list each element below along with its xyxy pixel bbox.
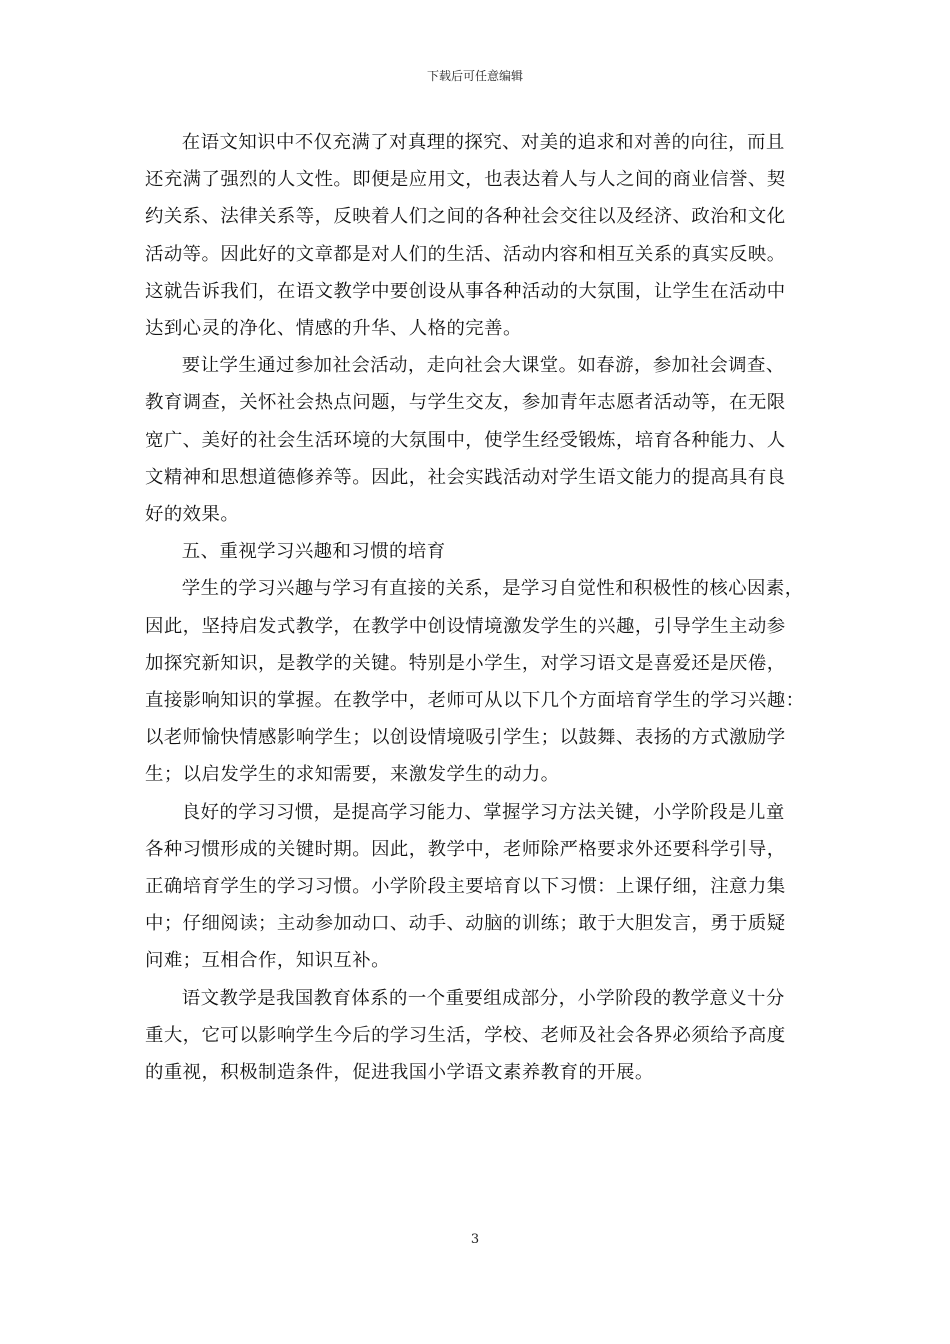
text-line: 还充满了强烈的人文性。即便是应用文，也表达着人与人之间的商业信誉、契 [145, 169, 786, 191]
paragraph-4 [145, 794, 810, 980]
text-line: 语文教学是我国教育体系的一个重要组成部分，小学阶段的教学意义十分 [181, 987, 785, 1009]
paragraph-5 [145, 980, 810, 1092]
section-heading-text: 五、重视学习兴趣和习惯的培育 [181, 541, 446, 563]
text-line: 各种习惯形成的关键时期。因此，教学中，老师除严格要求外还要科学引导， [145, 838, 786, 860]
document-body [145, 124, 810, 1091]
paragraph-3 [145, 570, 810, 793]
page-header: 下载后可任意编辑 [426, 69, 523, 83]
text-line: 良好的学习习惯，是提高学习能力、掌握学习方法关键，小学阶段是儿童 [181, 801, 785, 823]
text-line: 生；以启发学生的求知需要，来激发学生的动力。 [145, 764, 560, 786]
section-heading [145, 533, 810, 570]
text-line: 要让学生通过参加社会活动，走向社会大课堂。如春游，参加社会调查、 [181, 355, 785, 377]
text-line: 约关系、法律关系等，反映着人们之间的各种社会交往以及经济、政治和文化 [145, 206, 786, 228]
text-line: 以老师愉快情感影响学生；以创设情境吸引学生；以鼓舞、表扬的方式激励学 [145, 727, 786, 749]
text-line: 直接影响知识的掌握。在教学中，老师可从以下几个方面培育学生的学习兴趣： [145, 690, 805, 712]
paragraph-2 [145, 347, 810, 533]
text-line: 活动等。因此好的文章都是对人们的生活、活动内容和相互关系的真实反映。 [145, 243, 786, 265]
text-line: 教育调查，关怀社会热点问题，与学生交友，参加青年志愿者活动等，在无限 [145, 392, 786, 414]
text-line: 学生的学习兴趣与学习有直接的关系，是学习自觉性和积极性的核心因素， [181, 578, 804, 600]
text-line: 宽广、美好的社会生活环境的大氛围中，使学生经受锻炼，培育各种能力、人 [145, 429, 786, 451]
text-line: 加探究新知识，是教学的关键。特别是小学生，对学习语文是喜爱还是厌倦， [145, 652, 786, 674]
text-line: 这就告诉我们，在语文教学中要创设从事各种活动的大氛围，让学生在活动中 [145, 280, 786, 302]
text-line: 达到心灵的净化、情感的升华、人格的完善。 [145, 318, 522, 340]
text-line: 问难；互相合作，知识互补。 [145, 950, 390, 972]
text-line: 文精神和思想道德修养等。因此，社会实践活动对学生语文能力的提高具有良 [145, 466, 786, 488]
text-line: 中；仔细阅读；主动参加动口、动手、动脑的训练；敢于大胆发言，勇于质疑 [145, 913, 786, 935]
page-number: 3 [470, 1232, 480, 1247]
text-line: 正确培育学生的学习习惯。小学阶段主要培育以下习惯：上课仔细，注意力集 [145, 876, 786, 898]
text-line: 重大，它可以影响学生今后的学习生活，学校、老师及社会各界必须给予高度 [145, 1024, 786, 1046]
text-line: 的重视，积极制造条件，促进我国小学语文素养教育的开展。 [145, 1062, 654, 1084]
text-line: 在语文知识中不仅充满了对真理的探究、对美的追求和对善的向往，而且 [181, 132, 785, 153]
text-line: 因此，坚持启发式教学，在教学中创设情境激发学生的兴趣，引导学生主动参 [145, 615, 786, 637]
paragraph-1 [145, 124, 810, 347]
text-line: 好的效果。 [145, 504, 240, 526]
